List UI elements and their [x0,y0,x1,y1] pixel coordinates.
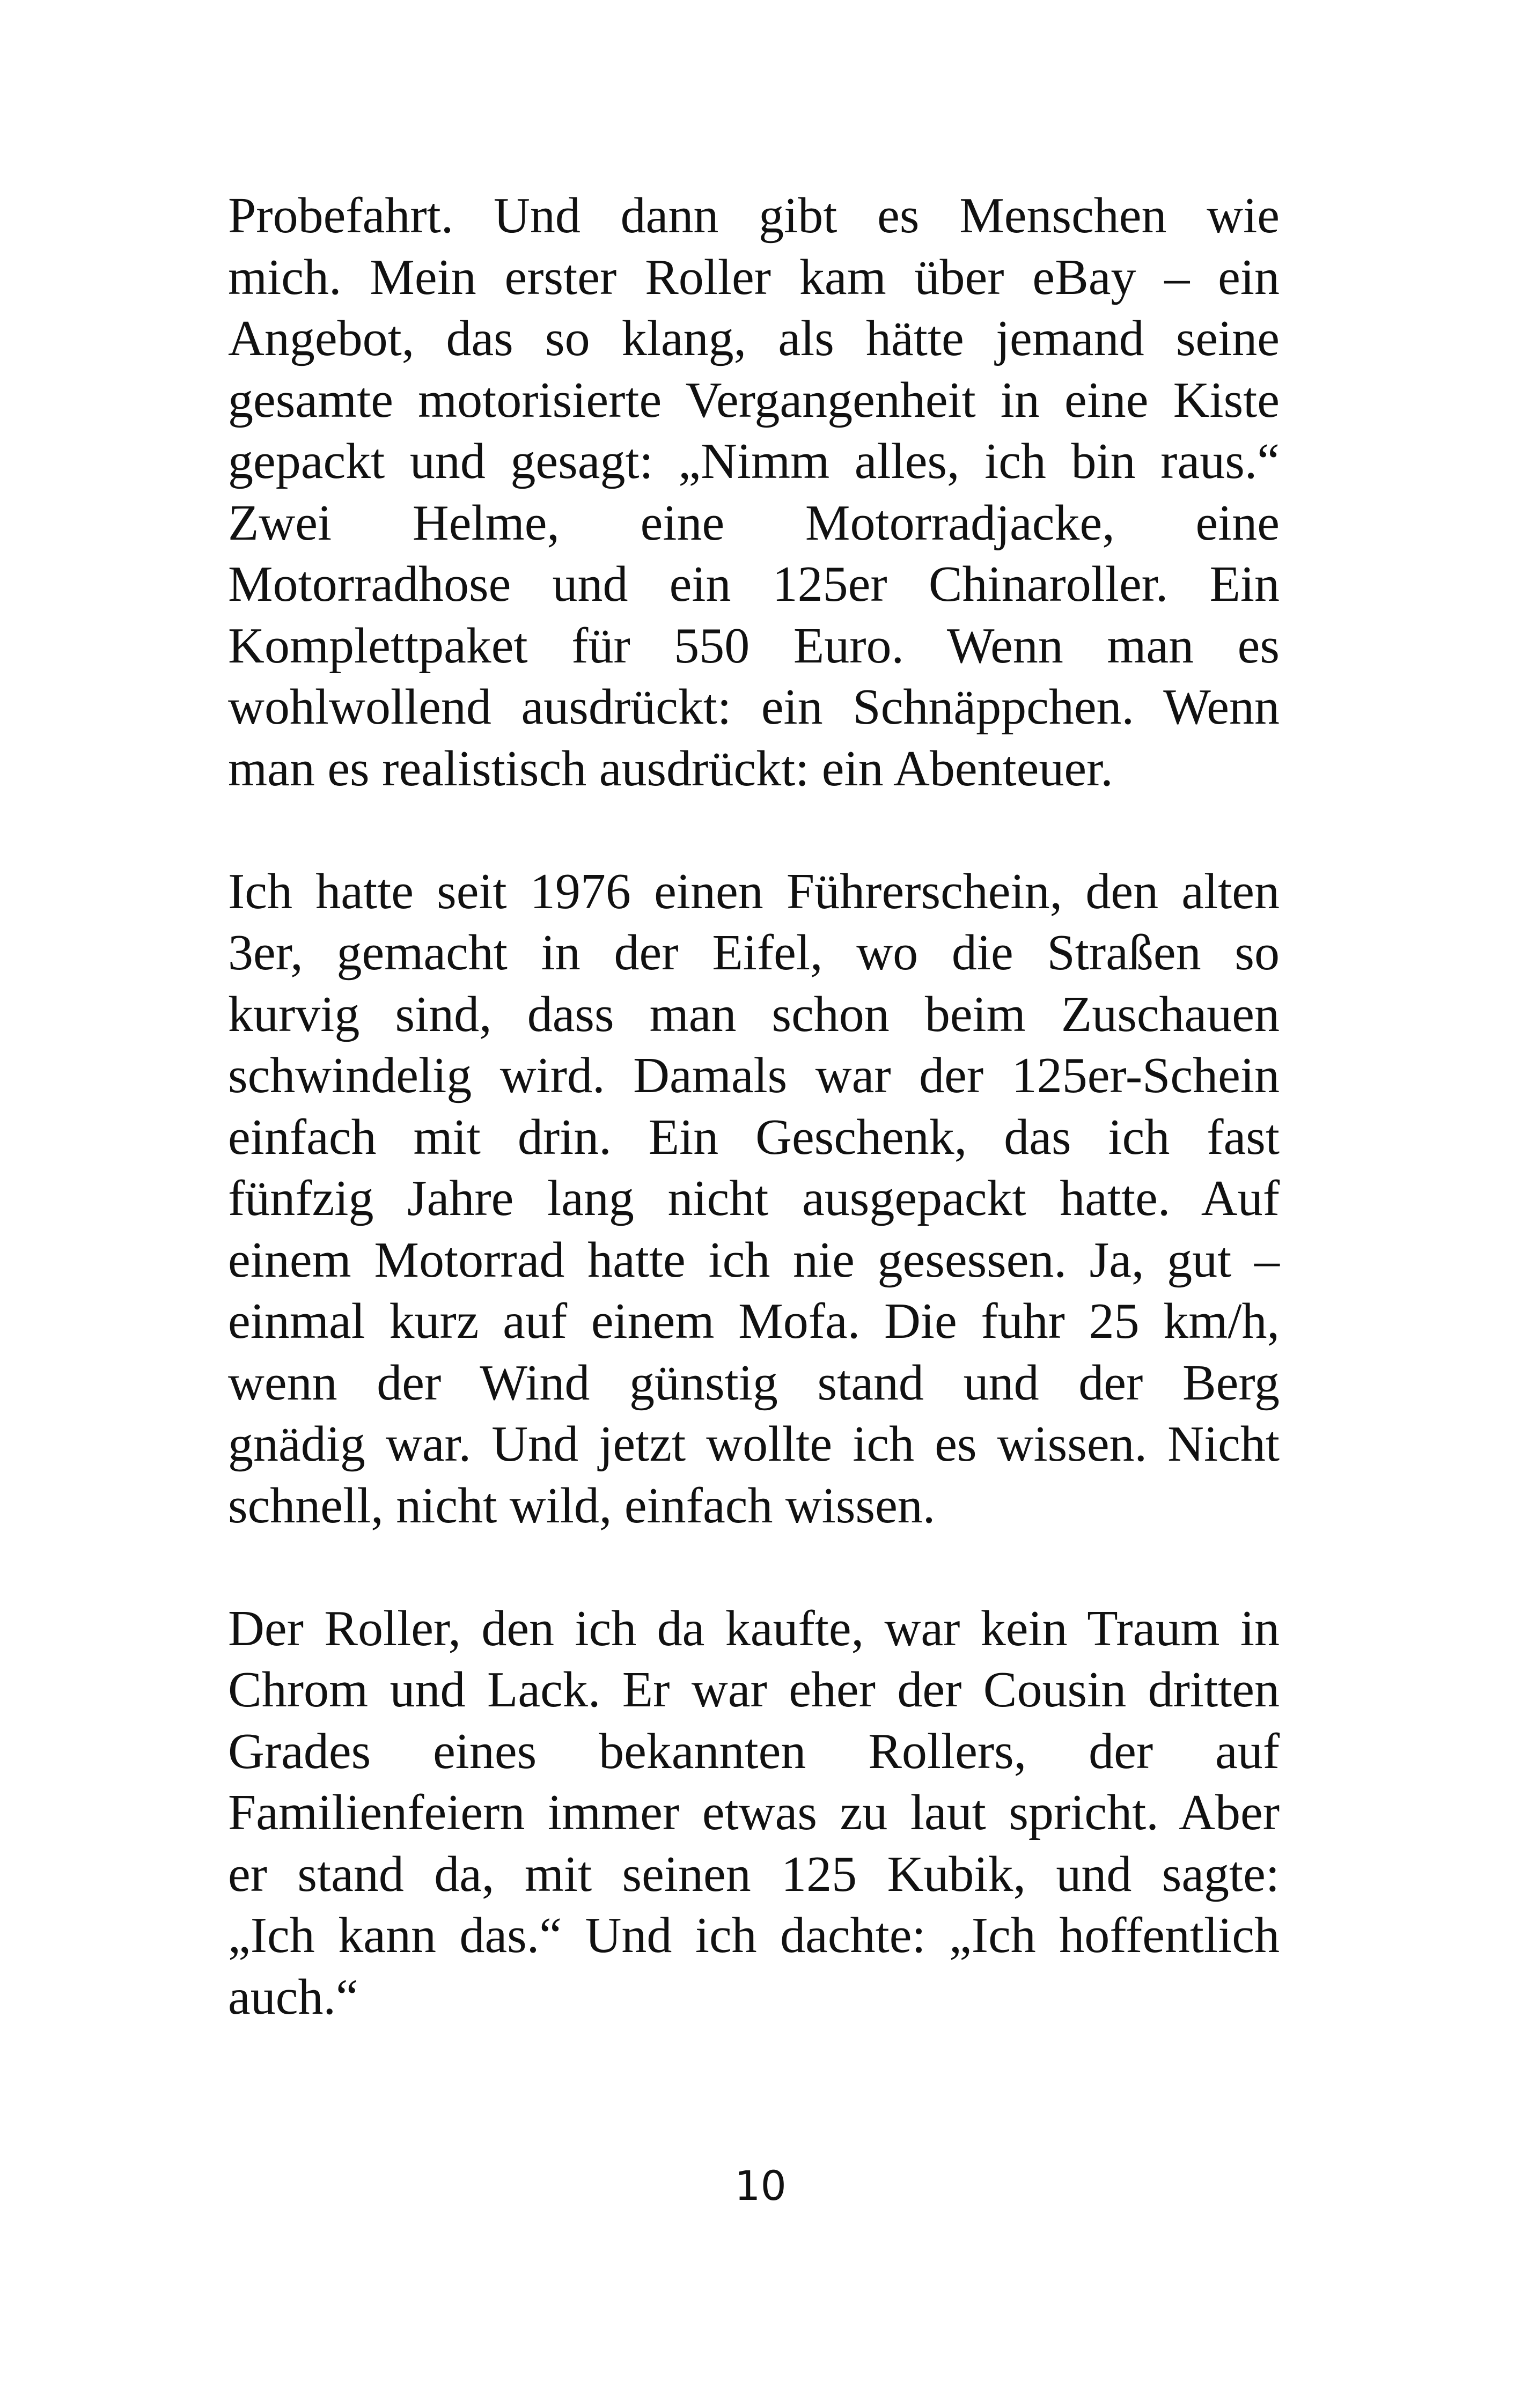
text-line: fünfzig Jahre lang nicht ausgepackt hatte. Auf [228,1170,1280,1226]
text-line: einfach mit drin. Ein Geschenk, das ich fast [228,1109,1280,1165]
paragraph-3 [228,1598,1280,2028]
text-line: Familienfeiern immer etwas zu laut spricht. Aber [228,1785,1280,1840]
text-line: gnädig war. Und jetzt wollte ich es wissen. Nicht [228,1416,1280,1472]
text-line: schwindelig wird. Damals war der 125er-Schein [228,1048,1280,1103]
text-line: wenn der Wind günstig stand und der Berg [228,1354,1280,1411]
text-line: Komplettpaket für 550 Euro. Wenn man es [228,617,1280,674]
text-line: einem Motorrad hatte ich nie gesessen. Ja, gut – [228,1232,1280,1288]
text-line: einmal kurz auf einem Mofa. Die fuhr 25 km/h, [228,1293,1280,1349]
text-line: Probefahrt. Und dann gibt es Menschen wie [228,188,1280,244]
text-line: Motorradhose und ein 125er Chinaroller. Ein [228,556,1280,612]
text-line: Ich hatte seit 1976 einen Führerschein, den alten [228,863,1280,919]
text-line: man es realistisch ausdrückt: ein Abenteuer. [228,740,1113,797]
text-line: auch.“ [228,1969,358,2025]
text-line: „Ich kann das.“ Und ich dachte: „Ich hoffentlich [228,1908,1280,1963]
text-line: Der Roller, den ich da kaufte, war kein Traum in [228,1600,1280,1656]
text-line: kurvig sind, dass man schon beim Zuschauen [228,986,1280,1042]
text-line: er stand da, mit seinen 125 Kubik, und sagte: [228,1846,1280,1902]
page-number: 10 [734,2162,787,2210]
text-line: gepackt und gesagt: „Nimm alles, ich bin raus.“ [228,433,1280,489]
text-line: 3er, gemacht in der Eifel, wo die Straßen so [228,925,1280,981]
text-line: Grades eines bekannten Rollers, der auf [228,1723,1280,1779]
text-line: gesamte motorisierte Vergangenheit in eine Kiste [228,372,1280,428]
text-line: schnell, nicht wild, einfach wissen. [228,1477,936,1534]
text-line: Zwei Helme, eine Motorradjacke, eine [228,495,1280,551]
text-line: mich. Mein erster Roller kam über eBay – ein [228,249,1280,305]
text-line: wohlwollend ausdrückt: ein Schnäppchen. Wenn [228,679,1280,735]
text-line: Angebot, das so klang, als hätte jemand seine [228,311,1280,366]
body-text [228,185,1280,2089]
paragraph-2 [228,861,1280,1537]
paragraph-1 [228,185,1280,799]
text-line: Chrom und Lack. Er war eher der Cousin dritten [228,1662,1280,1718]
